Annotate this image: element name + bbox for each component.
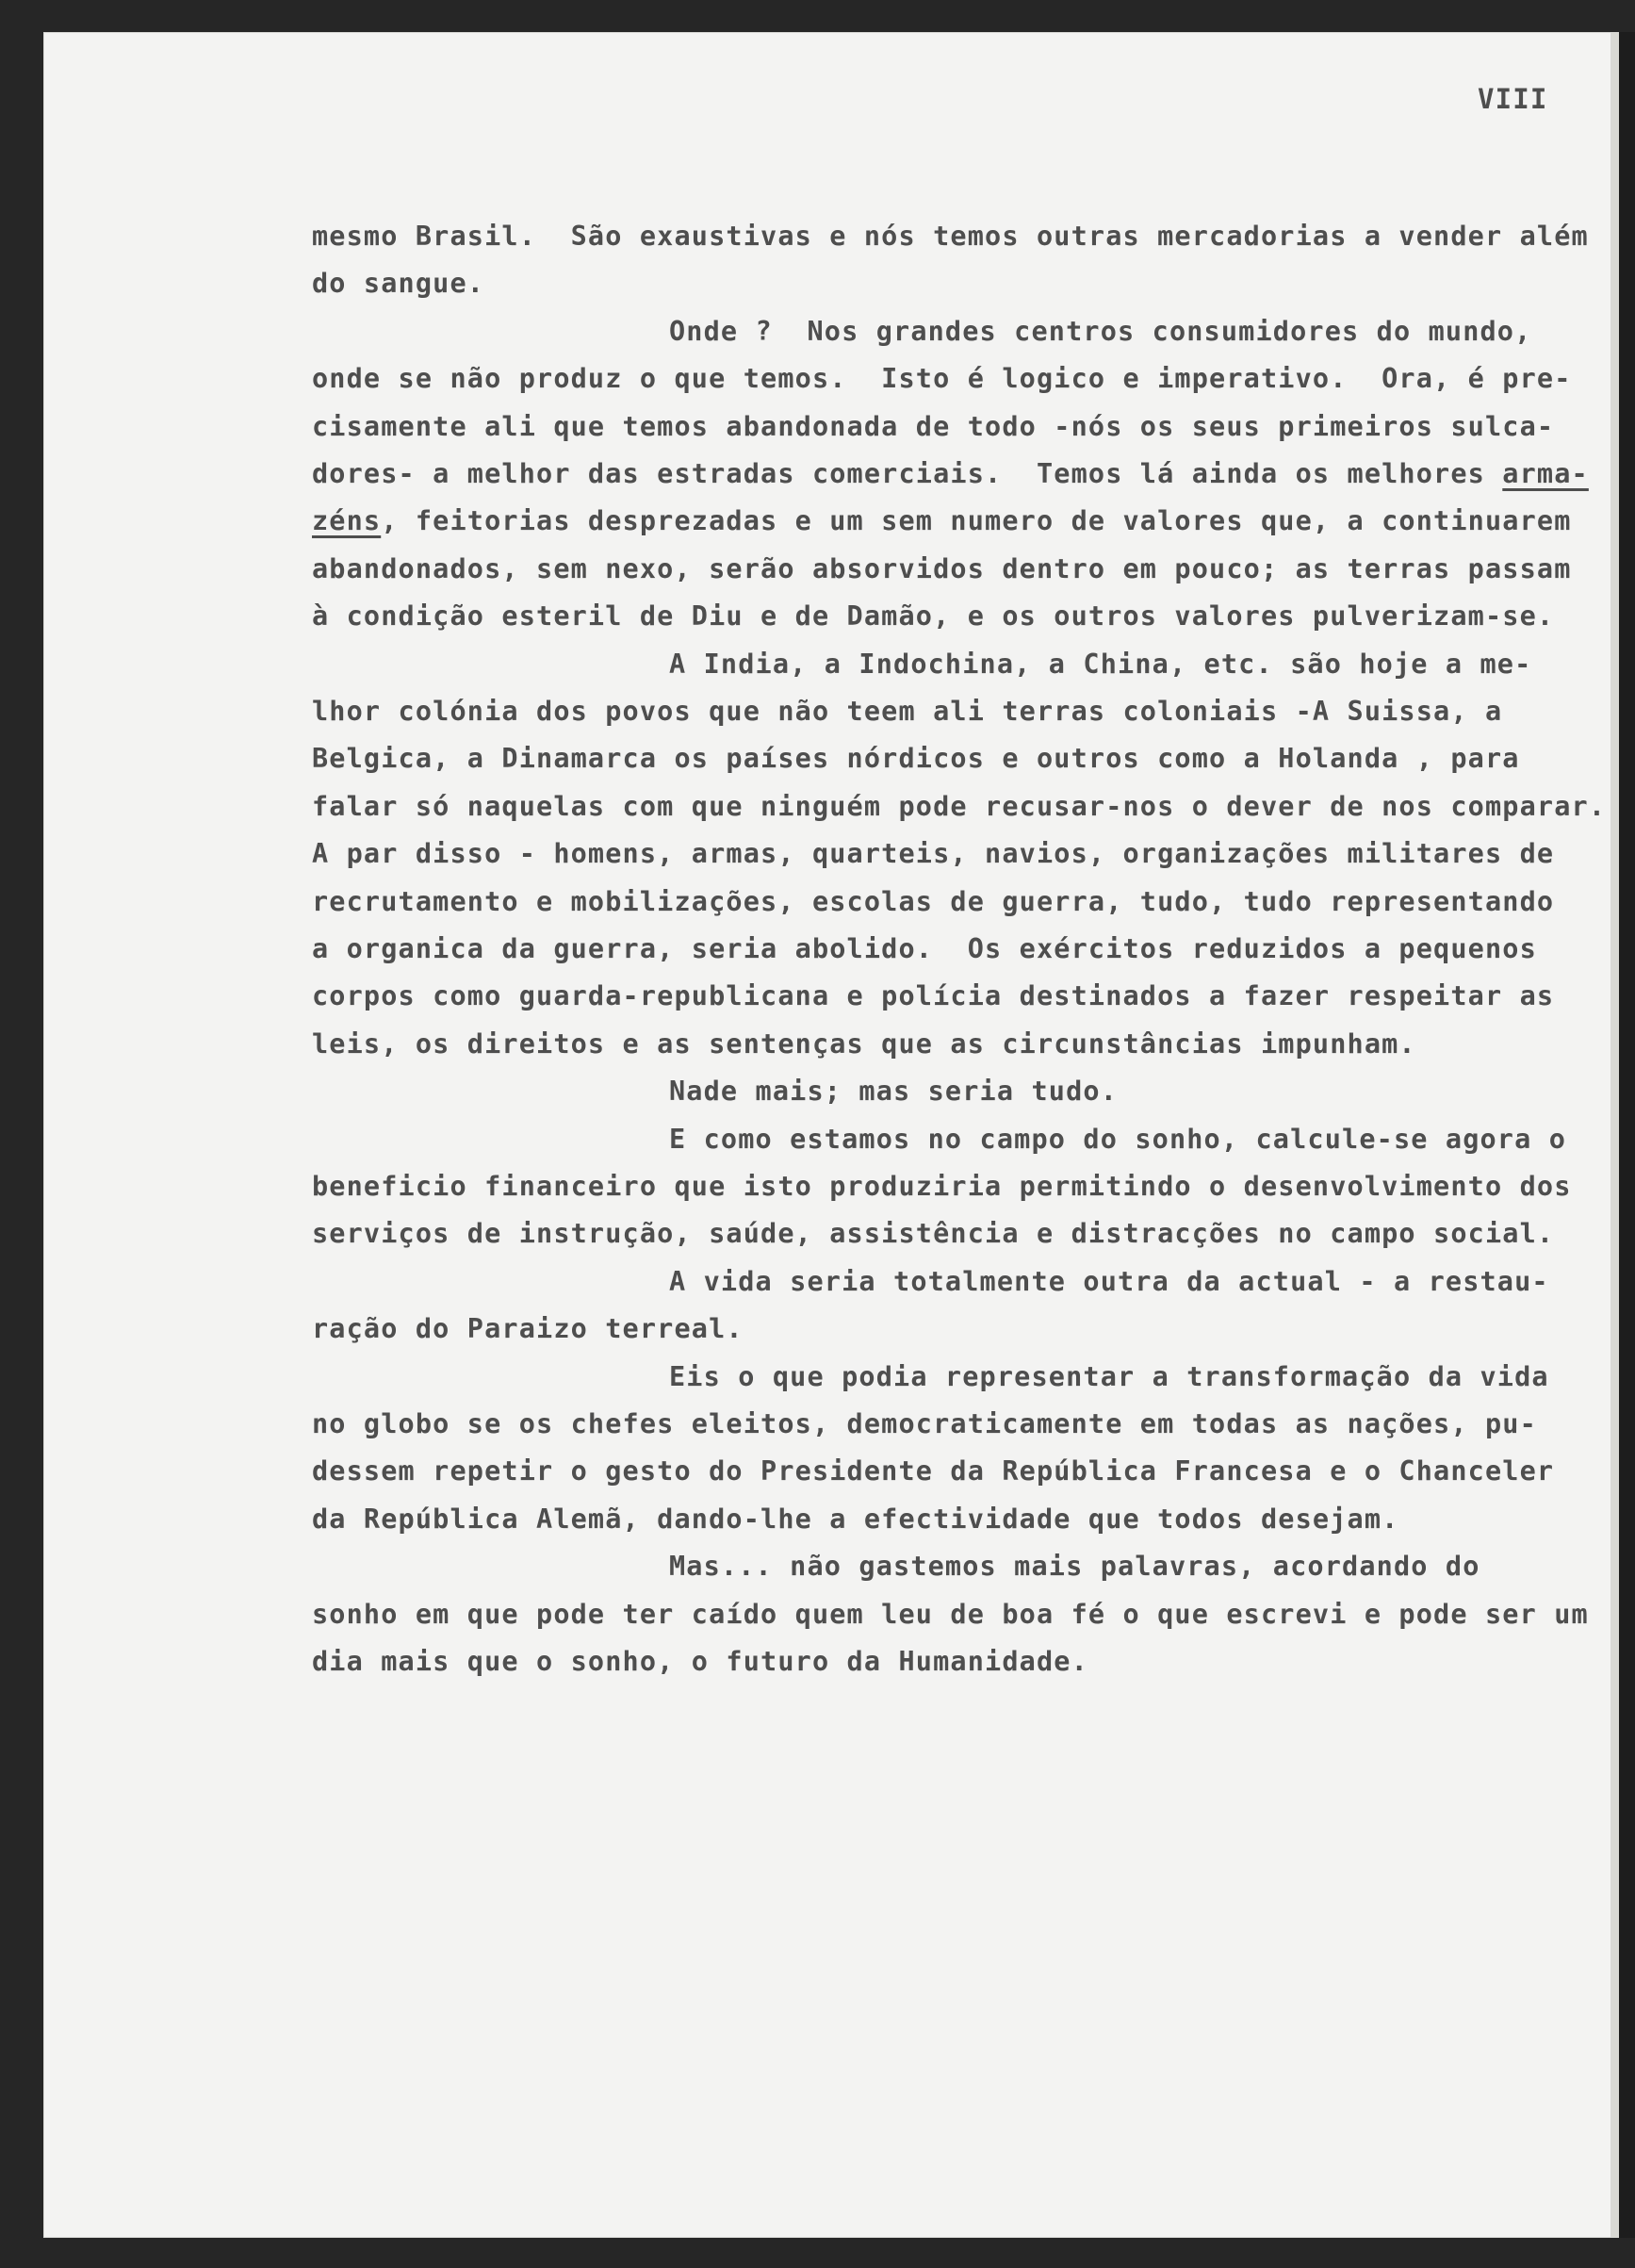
scan-background xyxy=(1619,32,1635,2238)
text-line xyxy=(312,1646,1088,1677)
line-text: falar só naquelas com que ninguém pode recusar-nos o dever de nos comparar. xyxy=(312,790,1607,822)
text-line xyxy=(312,363,1572,394)
line-text: à condição esteril de Diu e de Damão, e os outros valores pulverizam-se. xyxy=(312,600,1555,633)
text-line xyxy=(312,933,1537,964)
line-text: ração do Paraizo terreal. xyxy=(312,1313,744,1345)
line-text: Onde ? Nos grandes centros consumidores do mundo, xyxy=(669,315,1532,347)
line-text: mesmo Brasil. São exaustivas e nós temos outras mercadorias a vender além xyxy=(312,221,1589,252)
line-text: da República Alemã, dando-lhe a efectividade que todos desejam. xyxy=(312,1503,1399,1535)
line-text: A India, a Indochina, a China, etc. são hoje a me- xyxy=(669,648,1532,680)
text-line xyxy=(312,1599,1589,1630)
text-line xyxy=(312,838,1554,869)
text-line xyxy=(312,1455,1554,1487)
text-line xyxy=(669,1266,1549,1297)
text-line xyxy=(312,221,1589,252)
line-text: leis, os direitos e as sentenças que as circunstâncias impunham. xyxy=(312,1027,1416,1060)
text-line xyxy=(312,886,1554,917)
text-line xyxy=(312,1408,1537,1439)
text-line xyxy=(669,1124,1566,1155)
line-text: , feitorias desprezadas e um sem numero de valores que, a continuarem xyxy=(381,505,1572,537)
text-line xyxy=(312,791,1606,822)
line-text: Belgica, a Dinamarca os países nórdicos e outros como a Holanda , para xyxy=(312,743,1520,775)
text-line xyxy=(669,1076,1118,1107)
text-line xyxy=(669,316,1531,347)
text-line xyxy=(669,1361,1549,1392)
text-line xyxy=(312,1504,1398,1535)
text-line xyxy=(312,980,1554,1011)
line-text: abandonados, sem nexo, serão absorvidos dentro em pouco; as terras passam xyxy=(312,552,1572,584)
text-line xyxy=(312,553,1572,584)
line-text: no globo se os chefes eleitos, democraticamente em todas as nações, pu- xyxy=(312,1408,1537,1439)
page-number: VIII xyxy=(1478,83,1548,115)
underlined-word: zéns xyxy=(312,505,382,537)
line-text: sonho em que pode ter caído quem leu de boa fé o que escrevi e pode ser um xyxy=(312,1598,1589,1630)
line-text: Eis o que podia representar a transformação da vida xyxy=(669,1360,1549,1392)
line-text: lhor colónia dos povos que não teem ali terras coloniais -A Suissa, a xyxy=(312,696,1503,727)
line-text: recrutamento e mobilizações, escolas de guerra, tudo, tudo representando xyxy=(312,885,1555,917)
line-text: cisamente ali que temos abandonada de todo -nós os seus primeiros sulca- xyxy=(312,410,1555,442)
text-line xyxy=(312,1171,1572,1202)
line-text: Nade mais; mas seria tudo. xyxy=(669,1076,1119,1108)
line-text: A par disso - homens, armas, quarteis, navios, organizações militares de xyxy=(312,838,1555,870)
line-text: E como estamos no campo do sonho, calcule-se agora o xyxy=(669,1123,1567,1155)
line-text: dessem repetir o gesto do Presidente da República Francesa e o Chanceler xyxy=(312,1455,1555,1487)
underlined-word: arma- xyxy=(1502,458,1589,489)
line-text: beneficio financeiro que isto produziria permitindo o desenvolvimento dos xyxy=(312,1171,1572,1202)
text-line xyxy=(312,411,1554,442)
line-text: Mas... não gastemos mais palavras, acordando do xyxy=(669,1551,1480,1583)
line-text: onde se não produz o que temos. Isto é logico e imperativo. Ora, é pre- xyxy=(312,363,1572,395)
text-line xyxy=(669,1551,1480,1582)
text-line xyxy=(312,505,1572,536)
page-edge xyxy=(1611,32,1619,2238)
line-text: do sangue. xyxy=(312,268,485,300)
text-line xyxy=(312,1313,744,1344)
text-line xyxy=(312,1028,1416,1060)
line-text: corpos como guarda-republicana e polícia destinados a fazer respeitar as xyxy=(312,980,1555,1012)
text-line xyxy=(312,743,1520,774)
text-line xyxy=(312,696,1502,727)
line-text: serviços de instrução, saúde, assistência e distracções no campo social. xyxy=(312,1218,1555,1250)
text-line xyxy=(312,268,484,299)
text-line xyxy=(312,458,1589,489)
text-line xyxy=(312,600,1554,632)
text-line xyxy=(312,1218,1554,1249)
line-text: dores- a melhor das estradas comerciais. Temos lá ainda os melhores xyxy=(312,458,1503,489)
line-text: a organica da guerra, seria abolido. Os exércitos reduzidos a pequenos xyxy=(312,933,1537,964)
text-line xyxy=(669,649,1531,680)
line-text: A vida seria totalmente outra da actual - a restau- xyxy=(669,1265,1549,1297)
line-text: dia mais que o sonho, o futuro da Humanidade. xyxy=(312,1646,1088,1677)
